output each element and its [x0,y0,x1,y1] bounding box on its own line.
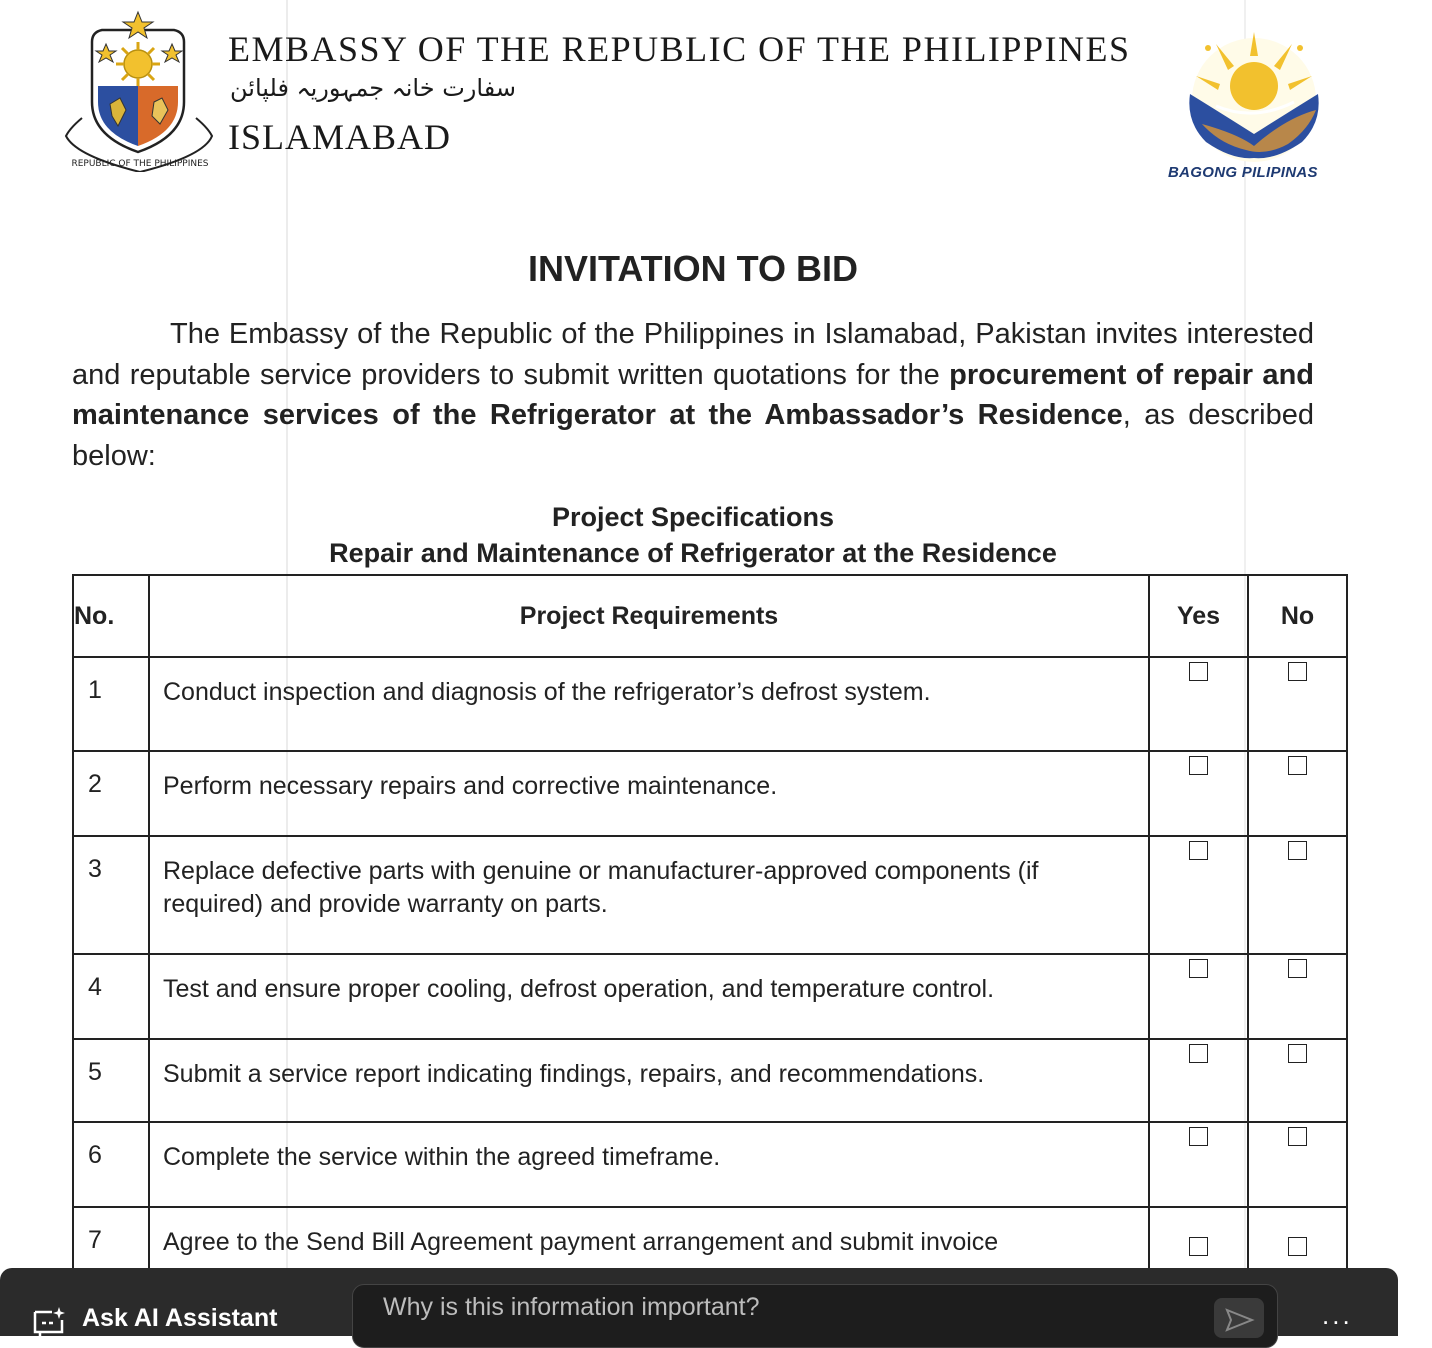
yes-checkbox[interactable] [1189,959,1208,978]
header-requirements: Project Requirements [149,575,1149,657]
send-button[interactable] [1214,1298,1264,1338]
table-row [73,1122,1347,1207]
yes-checkbox[interactable] [1189,841,1208,860]
table-row [73,1039,1347,1122]
ai-question-input[interactable] [352,1284,1278,1348]
row-requirement: Conduct inspection and diagnosis of the refrigerator’s defrost system. [149,657,1149,751]
row-requirement: Agree to the Send Bill Agreement payment arrangement and submit invoice [149,1207,1149,1307]
no-checkbox[interactable] [1288,756,1307,775]
no-checkbox[interactable] [1288,662,1307,681]
embassy-title-urdu: سفارت خانہ جمہوریہ فلپائن [230,74,516,102]
yes-checkbox[interactable] [1189,1127,1208,1146]
yes-checkbox[interactable] [1189,1237,1208,1256]
embassy-title: EMBASSY OF THE REPUBLIC OF THE PHILIPPINES [228,29,1131,69]
no-checkbox[interactable] [1288,841,1307,860]
ai-assistant-label[interactable]: Ask AI Assistant [82,1304,278,1332]
row-number: 2 [73,751,149,836]
yes-checkbox[interactable] [1189,1044,1208,1063]
row-requirement: Submit a service report indicating findings, repairs, and recommendations. [149,1039,1149,1122]
row-number: 3 [73,836,149,954]
row-number: 1 [73,657,149,751]
table-row [73,836,1347,954]
header-no-answer: No [1248,575,1347,657]
row-requirement: Replace defective parts with genuine or manufacturer-approved components (if required) and provide warranty on parts. [149,836,1149,954]
row-requirement: Complete the service within the agreed timeframe. [149,1122,1149,1207]
row-requirement: Test and ensure proper cooling, defrost operation, and temperature control. [149,954,1149,1039]
philippines-coat-of-arms-icon [62,6,214,172]
embassy-city: ISLAMABAD [228,117,452,157]
document-title: INVITATION TO BID [528,248,858,289]
row-number: 7 [73,1207,149,1307]
row-number: 5 [73,1039,149,1122]
table-row [73,954,1347,1039]
no-checkbox[interactable] [1288,1237,1307,1256]
yes-checkbox[interactable] [1189,756,1208,775]
seal-banner-text: REPUBLIC OF THE PHILIPPINES [71,159,209,169]
row-number: 6 [73,1122,149,1207]
yes-checkbox[interactable] [1189,662,1208,681]
invitation-paragraph [72,314,1314,476]
bagong-pilipinas-label: BAGONG PILIPINAS [1168,164,1318,181]
more-options-icon[interactable]: ... [1322,1300,1353,1330]
intro-bold-text: procurement of repair and maintenance services of the Refrigerator at the Ambassador’s Residence [72,358,1314,431]
spec-subtitle: Repair and Maintenance of Refrigerator at the Residence [329,538,1057,568]
table-header-row [73,575,1347,657]
no-checkbox[interactable] [1288,1044,1307,1063]
table-row [73,657,1347,751]
intro-text: The Embassy of the Republic of the Philippines in Islamabad, Pakistan invites interested and reputable service providers to submit written quotations for the [72,318,1314,391]
row-number: 4 [73,954,149,1039]
bagong-pilipinas-logo-icon [1176,26,1332,166]
header-no: No. [73,575,149,657]
ai-assistant-icon[interactable] [32,1306,66,1336]
intro-end-text: , as described below: [72,399,1314,472]
table-row [73,751,1347,836]
no-checkbox[interactable] [1288,959,1307,978]
spec-title: Project Specifications [551,502,835,532]
row-requirement: Perform necessary repairs and corrective maintenance. [149,751,1149,836]
requirements-table [72,574,1348,1308]
no-checkbox[interactable] [1288,1127,1307,1146]
header-yes: Yes [1149,575,1248,657]
send-icon [1214,1298,1264,1338]
